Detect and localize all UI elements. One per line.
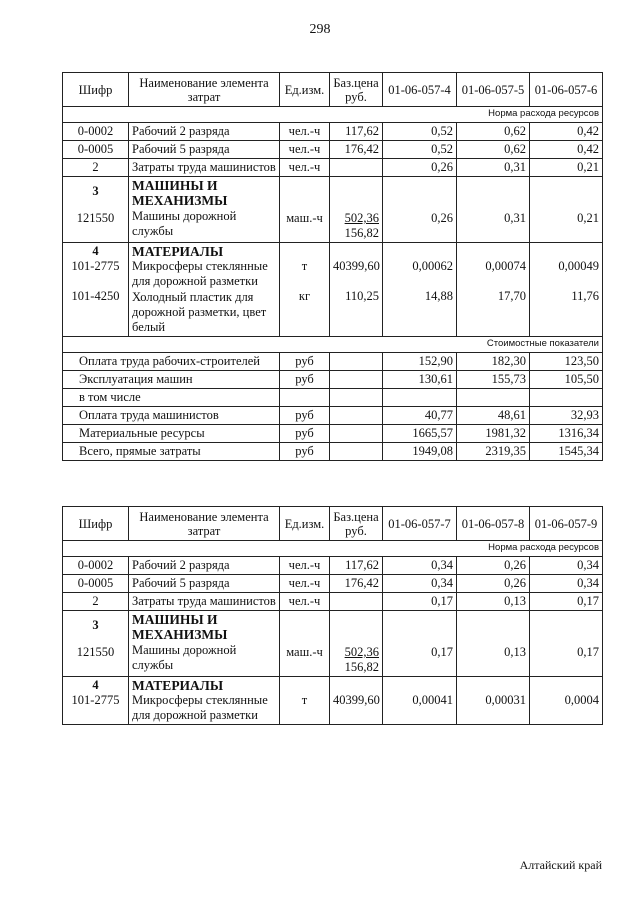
row-unit: т [301, 693, 308, 707]
table-row [63, 159, 603, 177]
summary-value: 1981,32 [457, 425, 530, 443]
row-value: 0,52 [383, 141, 457, 159]
section-code: 4 [92, 244, 99, 258]
row-code: 0-0002 [63, 123, 129, 141]
row-price-cell [330, 677, 383, 725]
table-row [63, 123, 603, 141]
col-name: Наименование элемента затрат [129, 73, 280, 107]
row-name: Машины дорожной службы [132, 209, 237, 238]
section-name: МАТЕРИАЛЫ [132, 678, 224, 693]
row-name: Рабочий 5 разряда [129, 575, 280, 593]
col-unit: Ед.изм. [280, 507, 330, 541]
section-name-cell [129, 611, 280, 677]
row-name: Затраты труда машинистов [129, 159, 280, 177]
summary-value: 48,61 [457, 407, 530, 425]
section-row [63, 243, 603, 337]
row-value: 0,26 [431, 211, 453, 225]
row-value: 0,62 [457, 141, 530, 159]
row-price: 176,42 [330, 575, 383, 593]
section-name-cell [129, 177, 280, 243]
row-price: 110,25 [345, 289, 379, 303]
row-value-cell [383, 177, 457, 243]
row-unit: маш.-ч [286, 645, 323, 659]
col-unit: Ед.изм. [280, 73, 330, 107]
row-code: 2 [63, 593, 129, 611]
summary-name: Материальные ресурсы [63, 425, 280, 443]
section-code-cell [63, 177, 129, 243]
row-value-cell [457, 177, 530, 243]
summary-row [63, 389, 603, 407]
summary-row [63, 443, 603, 461]
section-name: МАШИНЫ И МЕХАНИЗМЫ [132, 612, 228, 642]
section-name: МАШИНЫ И МЕХАНИЗМЫ [132, 178, 228, 208]
summary-value: 40,77 [383, 407, 457, 425]
section-row [63, 177, 603, 243]
col-code-1: 01-06-057-4 [383, 73, 457, 107]
summary-value: 123,50 [530, 353, 603, 371]
summary-value: 2319,35 [457, 443, 530, 461]
col-code: Шифр [63, 507, 129, 541]
col-price: Баз.цена руб. [330, 507, 383, 541]
row-unit: чел.-ч [280, 123, 330, 141]
summary-row [63, 353, 603, 371]
row-value: 0,26 [457, 575, 530, 593]
summary-empty [530, 389, 603, 407]
summary-value: 152,90 [383, 353, 457, 371]
row-unit: чел.-ч [280, 159, 330, 177]
col-code-2: 01-06-057-8 [457, 507, 530, 541]
row-value: 0,21 [577, 211, 599, 225]
row-price: 502,36 [344, 645, 379, 659]
summary-name: Всего, прямые затраты [63, 443, 280, 461]
summary-value: 1665,57 [383, 425, 457, 443]
row-value: 11,76 [571, 289, 599, 303]
row-code: 2 [63, 159, 129, 177]
row-value: 0,00041 [412, 693, 453, 707]
col-code-2: 01-06-057-5 [457, 73, 530, 107]
col-code-3: 01-06-057-6 [530, 73, 603, 107]
section-code: 3 [92, 618, 99, 632]
table-row [63, 593, 603, 611]
row-price-cell [330, 611, 383, 677]
summary-value: 105,50 [530, 371, 603, 389]
row-value: 0,31 [504, 211, 526, 225]
norm-label-row [63, 541, 603, 557]
row-price [330, 593, 383, 611]
row-code: 121550 [76, 211, 115, 225]
row-value: 0,34 [383, 557, 457, 575]
row-value: 0,0004 [564, 693, 599, 707]
row-value: 0,17 [431, 645, 453, 659]
summary-row [63, 407, 603, 425]
row-unit-cell [280, 243, 330, 337]
summary-empty [330, 353, 383, 371]
page-number: 298 [309, 22, 331, 37]
row-code: 0-0005 [63, 575, 129, 593]
row-value: 0,13 [457, 593, 530, 611]
summary-unit: руб [280, 407, 330, 425]
norm-label: Норма расхода ресурсов [63, 541, 603, 557]
row-name: Рабочий 2 разряда [129, 123, 280, 141]
row-price: 40399,60 [333, 259, 380, 273]
table-row [63, 575, 603, 593]
summary-row [63, 371, 603, 389]
row-unit: чел.-ч [280, 141, 330, 159]
norm-label-row [63, 107, 603, 123]
summary-unit: руб [280, 371, 330, 389]
row-value-cell [383, 611, 457, 677]
col-code: Шифр [63, 73, 129, 107]
cost-label-row [63, 337, 603, 353]
summary-unit: руб [280, 353, 330, 371]
row-value: 0,17 [383, 593, 457, 611]
resource-table-2 [62, 506, 603, 725]
summary-name: Эксплуатация машин [63, 371, 280, 389]
row-value: 0,00062 [412, 259, 453, 273]
row-code: 0-0002 [63, 557, 129, 575]
summary-value: 1316,34 [530, 425, 603, 443]
row-value-cell [457, 611, 530, 677]
row-value: 14,88 [424, 289, 453, 303]
row-value: 0,34 [530, 557, 603, 575]
summary-empty [330, 371, 383, 389]
col-name: Наименование элемента затрат [129, 507, 280, 541]
row-unit-cell [280, 677, 330, 725]
norm-label: Норма расхода ресурсов [63, 107, 603, 123]
row-code: 101-2775 [71, 259, 120, 273]
summary-value: 1545,34 [530, 443, 603, 461]
row-value: 0,52 [383, 123, 457, 141]
resource-table-1 [62, 72, 603, 461]
row-unit: кг [298, 289, 311, 303]
summary-empty [330, 425, 383, 443]
row-value: 0,21 [530, 159, 603, 177]
row-unit: чел.-ч [280, 557, 330, 575]
row-price: 40399,60 [333, 693, 380, 707]
row-value-cell [530, 611, 603, 677]
row-unit-cell [280, 177, 330, 243]
summary-value: 1949,08 [383, 443, 457, 461]
row-price-cell [330, 243, 383, 337]
summary-name: в том числе [63, 389, 280, 407]
table-header-row [63, 507, 603, 541]
row-value: 0,26 [383, 159, 457, 177]
table-row [63, 141, 603, 159]
row-unit: маш.-ч [286, 211, 323, 225]
row-unit: чел.-ч [280, 575, 330, 593]
summary-row [63, 425, 603, 443]
section-code-cell [63, 677, 129, 725]
col-price: Баз.цена руб. [330, 73, 383, 107]
row-value: 0,00031 [485, 693, 526, 707]
summary-empty [280, 389, 330, 407]
row-price: 117,62 [330, 123, 383, 141]
row-value-cell [457, 677, 530, 725]
row-value: 0,17 [577, 645, 599, 659]
col-code-3: 01-06-057-9 [530, 507, 603, 541]
footer-region: Алтайский край [519, 858, 602, 872]
row-value: 0,42 [530, 141, 603, 159]
row-value: 0,13 [504, 645, 526, 659]
section-code-cell [63, 611, 129, 677]
row-value: 0,34 [530, 575, 603, 593]
row-price: 176,42 [330, 141, 383, 159]
row-price: 502,36 [344, 211, 379, 225]
summary-value: 182,30 [457, 353, 530, 371]
row-code: 101-2775 [71, 693, 120, 707]
row-unit: чел.-ч [280, 593, 330, 611]
cost-label: Стоимостные показатели [63, 337, 603, 353]
row-price: 117,62 [330, 557, 383, 575]
row-name: Рабочий 5 разряда [129, 141, 280, 159]
table-header-row [63, 73, 603, 107]
summary-unit: руб [280, 425, 330, 443]
section-name: МАТЕРИАЛЫ [132, 244, 224, 259]
section-row [63, 677, 603, 725]
summary-unit: руб [280, 443, 330, 461]
row-name: Рабочий 2 разряда [129, 557, 280, 575]
row-name: Холодный пластик для дорожной разметки, цвет белый [132, 290, 267, 334]
section-row [63, 611, 603, 677]
summary-value: 32,93 [530, 407, 603, 425]
summary-name: Оплата труда машинистов [63, 407, 280, 425]
summary-empty [457, 389, 530, 407]
row-value-cell [530, 677, 603, 725]
row-name: Машины дорожной службы [132, 643, 237, 672]
table-row [63, 557, 603, 575]
row-price-cell [330, 177, 383, 243]
summary-empty [330, 389, 383, 407]
section-code: 3 [92, 184, 99, 198]
row-value: 17,70 [497, 289, 526, 303]
row-value: 0,31 [457, 159, 530, 177]
row-value-cell [383, 243, 457, 337]
row-value-cell [530, 177, 603, 243]
row-value-cell [457, 243, 530, 337]
row-value-cell [530, 243, 603, 337]
row-value: 0,34 [383, 575, 457, 593]
row-name: Микросферы стеклянные для дорожной разметки [132, 259, 268, 288]
row-price-secondary: 156,82 [344, 226, 379, 240]
section-code: 4 [92, 678, 99, 692]
row-value: 0,17 [530, 593, 603, 611]
row-value: 0,26 [457, 557, 530, 575]
row-code: 0-0005 [63, 141, 129, 159]
row-unit: т [301, 259, 308, 273]
row-name: Затраты труда машинистов [129, 593, 280, 611]
col-code-1: 01-06-057-7 [383, 507, 457, 541]
summary-empty [383, 389, 457, 407]
section-name-cell [129, 243, 280, 337]
row-name: Микросферы стеклянные для дорожной разметки [132, 693, 268, 722]
section-code-cell [63, 243, 129, 337]
row-value: 0,62 [457, 123, 530, 141]
summary-empty [330, 407, 383, 425]
summary-value: 155,73 [457, 371, 530, 389]
summary-empty [330, 443, 383, 461]
section-name-cell [129, 677, 280, 725]
row-code: 101-4250 [71, 289, 120, 303]
row-code: 121550 [76, 645, 115, 659]
row-value: 0,00074 [485, 259, 526, 273]
row-value: 0,42 [530, 123, 603, 141]
row-value: 0,00049 [558, 259, 599, 273]
row-price-secondary: 156,82 [344, 660, 379, 674]
summary-name: Оплата труда рабочих-строителей [63, 353, 280, 371]
row-value-cell [383, 677, 457, 725]
row-unit-cell [280, 611, 330, 677]
row-price [330, 159, 383, 177]
summary-value: 130,61 [383, 371, 457, 389]
